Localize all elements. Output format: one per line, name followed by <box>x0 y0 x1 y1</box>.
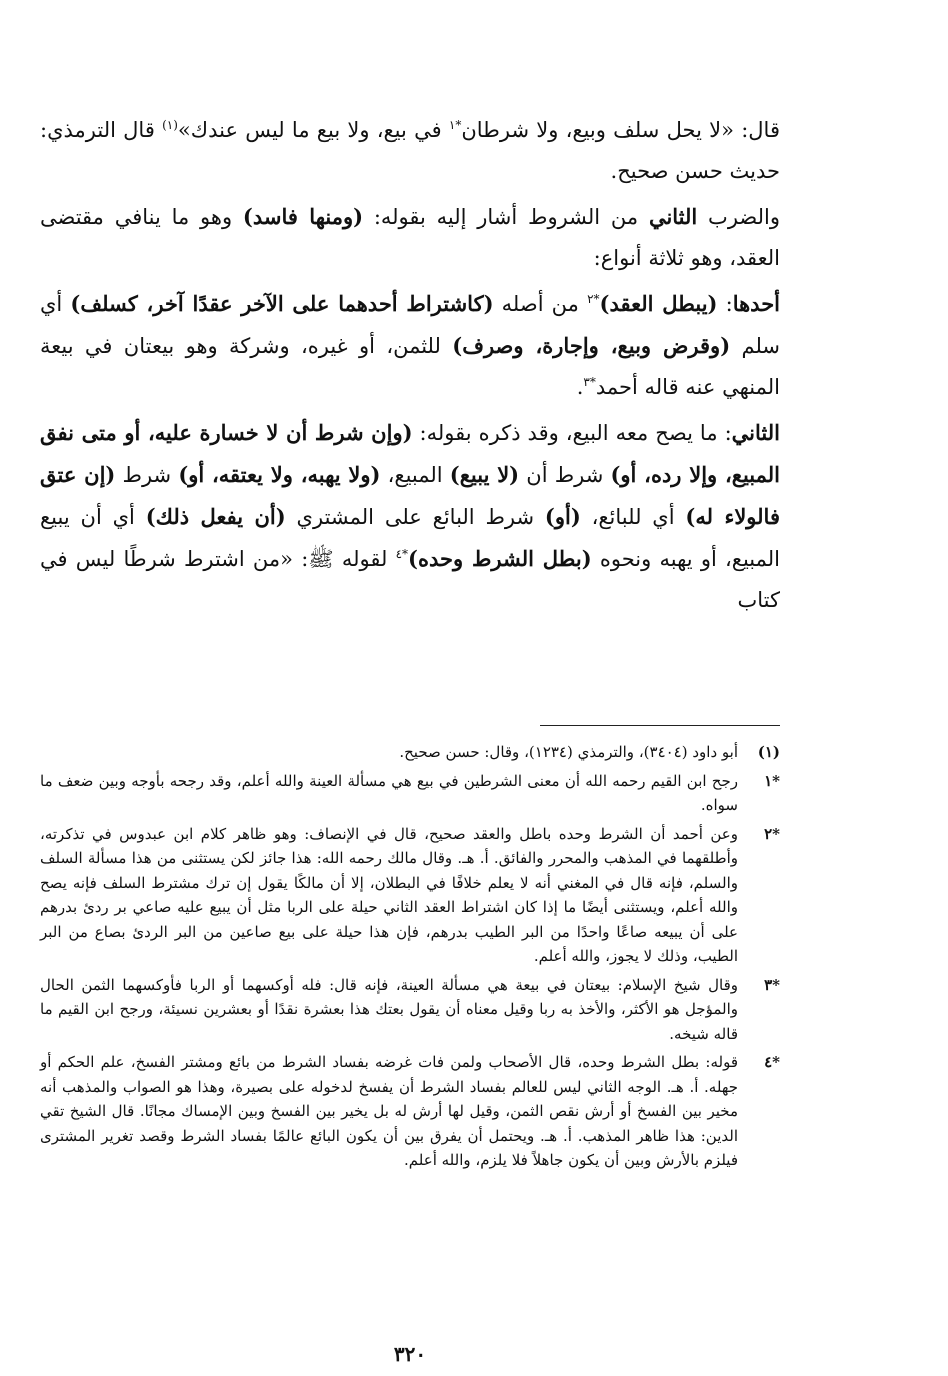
text-run: المبيع، <box>380 463 450 487</box>
bold-run: (كاشتراط أحدهما على الآخر عقدًا آخر، كسلف) <box>70 291 494 316</box>
text-run: قال: «لا يحل سلف وبيع، ولا شرطان <box>461 118 780 142</box>
page-number: ٣٢٠ <box>393 1342 427 1366</box>
footnotes <box>40 740 780 1177</box>
text-run: شرط أن <box>519 463 611 487</box>
footnote-item <box>40 740 780 765</box>
footnote-mark: *٣ <box>764 975 780 994</box>
text-run: من الشروط أشار إليه بقوله: <box>363 205 649 229</box>
bold-run: أحدها <box>732 291 781 316</box>
book-page <box>40 110 781 1366</box>
paragraph-4 <box>40 412 780 621</box>
footnote-text: أبو داود (٣٤٠٤)، والترمذي (١٢٣٤)، وقال: حسن صحيح. <box>399 743 738 761</box>
footnote-text: وعن أحمد أن الشرط وحده باطل والعقد صحيح، قال في الإنصاف: وهو ظاهر كلام ابن عبدوس في تذكرته، وأطلقهما في المذهب والمحرر والفائق. أ. هـ. وقال مالك رحمه الله: هذا جائز لكن يستثنى من هذا مسألة السلف والسلم، فإنه قال في المغني أنه لا يعلم خلافًا في البطلان، إلا أن مالكًا يقول إن ترك مشترط السلف فإنه يصح والله أعلم، ويستثنى أيضًا ما إذا كان اشتراط العقد الثاني حيلة على الربا مثل أن يبيع عليه صاعي بر ردئ بدرهم على أن يبيعه صاعًا واحدًا من البر الطيب بدرهم، فإن هذا حيلة على بيع صاعين من البر الردئ بصاع من البر الطيب، وذلك لا يجوز، والله أعلم. <box>40 824 738 965</box>
text-run: والضرب <box>697 205 780 229</box>
footnote-item <box>40 769 780 818</box>
annotation-marker: *٢ <box>587 292 600 306</box>
text-run: شرط البائع على المشتري <box>285 505 545 529</box>
text-run: قال الترمذي: حديث حسن صحيح. <box>40 118 780 183</box>
paragraph-3 <box>40 283 780 408</box>
paragraph-1 <box>40 110 780 192</box>
text-run: . <box>576 375 584 399</box>
footnote-marker: (١) <box>162 118 178 132</box>
footnote-mark: *٤ <box>764 1053 780 1071</box>
main-text <box>40 110 780 621</box>
footnote-item <box>40 822 780 969</box>
footnote-text: رجح ابن القيم رحمه الله أن معنى الشرطين في بيع هي مسألة العينة والله أعلم، وقد رجحه بأوجه وبين ضعف ما سواه. <box>40 771 738 814</box>
bold-run: (بطل الشرط وحده) <box>408 546 592 571</box>
text-run: لقوله ﷺ: «من اشترط شرطًا ليس في كتاب <box>40 547 780 612</box>
footnote-text: قوله: بطل الشرط وحده، قال الأصحاب ولمن فات غرضه بفساد الشرط من بائع ومشتر الفسخ، علم الحكم أو جهله. أ. هـ. الوجه الثاني ليس للعالم بفساد الشرط أن يفسخ لدخوله على بصيرة، وهذا هو الصواب والمذهب أنه مخير بين الفسخ أو أرش نقص الثمن، وقيل لها أرش له بل يخير بين الفسخ وبين الإمساك مجانًا. قال الشيخ تقي الدين: هذا ظاهر المذهب. أ. هـ. ويحتمل أن يفرق بين أن يكون البائع عالمًا بفساد الشرط وقصد تغرير المشترى فيلزم بالأرش وبين أن يكون جاهلاً فلا يلزم، والله أعلم. <box>40 1053 739 1169</box>
text-run: شرط <box>115 463 179 487</box>
bold-run: الثاني <box>731 420 780 445</box>
footnote-mark: *١ <box>764 771 780 790</box>
paragraph-2 <box>40 196 780 279</box>
text-run: وهو ما ينافي مقتضى العقد، وهو ثلاثة أنواع: <box>40 205 780 270</box>
footnote-item <box>40 973 780 1047</box>
bold-run: (وقرض وبيع، وإجارة، وصرف) <box>452 333 731 358</box>
bold-run: (يبطل العقد) <box>599 291 718 316</box>
text-run: : <box>717 292 733 316</box>
text-run: أي للبائع، <box>580 505 686 529</box>
footnote-mark: *٢ <box>764 824 780 843</box>
text-run: للثمن، أو غيره، وشركة وهو بيعتان في بيعة المنهي عنه قاله أحمد <box>40 334 780 399</box>
bold-run: (ولا يهبه، ولا يعتقه، أو) <box>178 462 381 487</box>
bold-run: (إن عتق فالولاء له) <box>40 462 780 529</box>
footnote-item <box>40 1050 780 1173</box>
text-run: : ما يصح معه البيع، وقد ذكره بقوله: <box>412 421 732 445</box>
text-run: أي أن يبيع المبيع، أو يهبه ونحوه <box>40 505 781 571</box>
footnote-separator <box>540 725 780 726</box>
bold-run: الثاني <box>648 204 698 229</box>
bold-run: (أن يفعل ذلك) <box>145 504 286 529</box>
bold-run: (لا يبيع) <box>449 462 520 487</box>
footnote-text: وقال شيخ الإسلام: بيعتان في بيعة هي مسألة العينة، فإنه قال: فله أوكسهما أو الربا فأوكسهما الثمن الحال والمؤجل هو الأكثر، والأخذ به ربا وقيل معناه أن يقول بعتك هذا بعشرة نقدًا أو بعشرين نسيئة، ورجح ابن القيم ما قاله شيخه. <box>40 975 738 1043</box>
bold-run: (ومنها فاسد) <box>242 204 364 229</box>
text-run: من أصله <box>493 292 588 316</box>
text-run: في بيع، ولا بيع ما ليس عندك» <box>177 118 449 142</box>
bold-run: (أو) <box>544 504 581 529</box>
annotation-marker: *٣ <box>583 375 596 389</box>
footnote-mark: (١) <box>757 743 780 761</box>
annotation-marker: *٤ <box>395 547 409 561</box>
annotation-marker: *١ <box>448 118 462 132</box>
text-run: أي سلم <box>40 292 780 358</box>
bold-run: (وإن شرط أن لا خسارة عليه، أو متى نفق المبيع، وإلا رده، أو) <box>40 420 780 487</box>
